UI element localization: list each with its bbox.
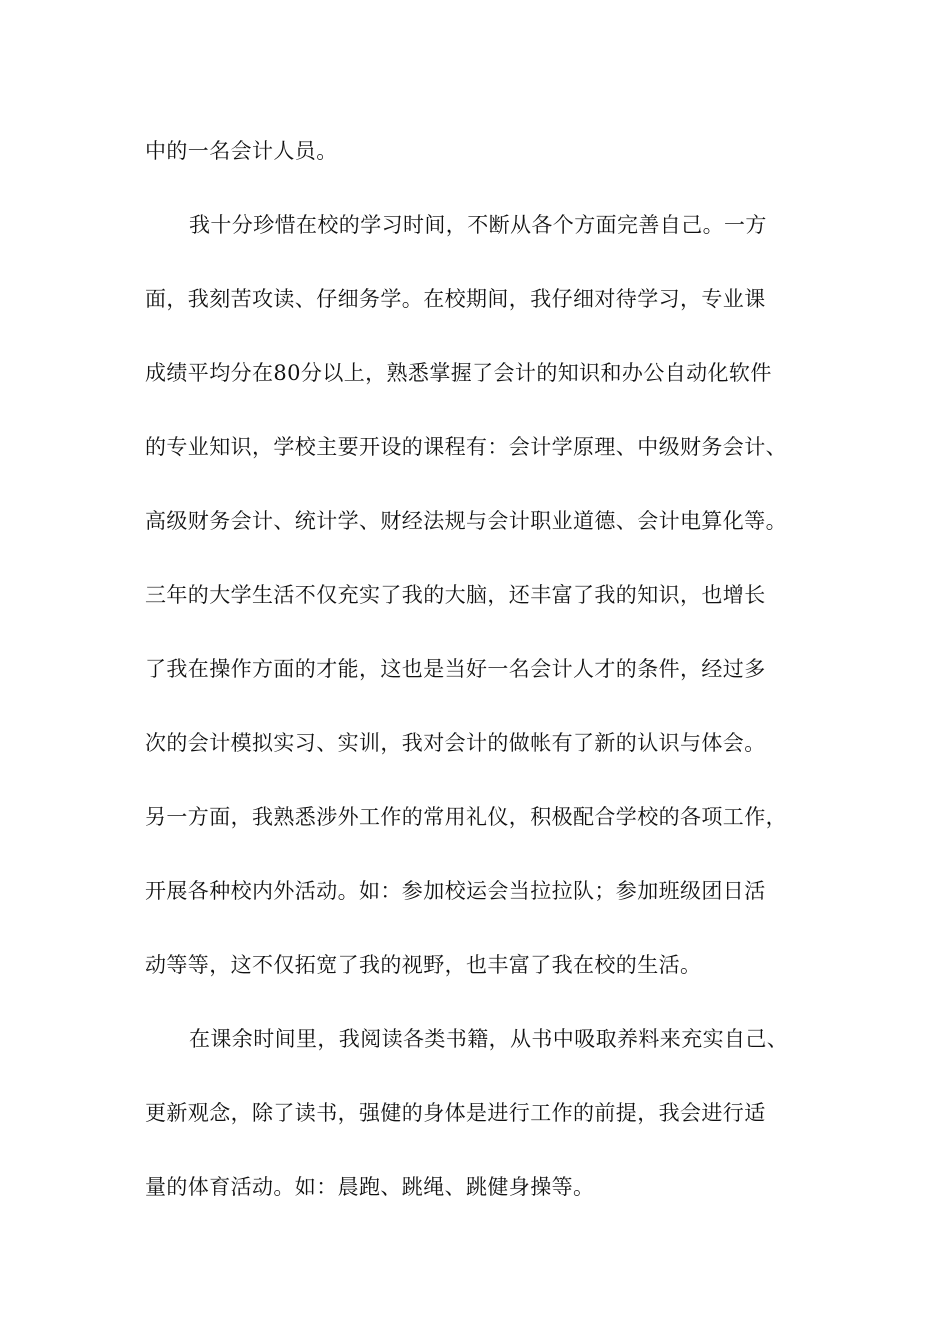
text-line: 量的体育活动。如：晨跑、跳绳、跳健身操等。 xyxy=(145,1175,595,1199)
text-line: 面，我刻苦攻读、仔细务学。在校期间，我仔细对待学习，专业课 xyxy=(145,287,766,311)
text-line: 的专业知识，学校主要开设的课程有：会计学原理、中级财务会计、 xyxy=(145,435,787,459)
body-text xyxy=(145,126,835,1236)
text-line: 次的会计模拟实习、实训，我对会计的做帐有了新的认识与体会。 xyxy=(145,731,766,755)
text-line: 开展各种校内外活动。如：参加校运会当拉拉队；参加班级团日活 xyxy=(145,879,766,903)
text-line: 中的一名会计人员。 xyxy=(145,139,338,163)
text-line: 动等等，这不仅拓宽了我的视野，也丰富了我在校的生活。 xyxy=(145,953,702,977)
text-line: 三年的大学生活不仅充实了我的大脑，还丰富了我的知识，也增长 xyxy=(145,583,766,607)
text-line: 了我在操作方面的才能，这也是当好一名会计人才的条件，经过多 xyxy=(145,657,766,681)
paragraph-start-line: 在课余时间里，我阅读各类书籍，从书中吸取养料来充实自己、 xyxy=(189,1027,789,1051)
text-line: 成绩平均分在80分以上，熟悉掌握了会计的知识和办公自动化软件 xyxy=(145,361,772,385)
text-line: 高级财务会计、统计学、财经法规与会计职业道德、会计电算化等。 xyxy=(145,509,787,533)
text-line: 更新观念，除了读书，强健的身体是进行工作的前提，我会进行适 xyxy=(145,1101,766,1125)
paragraph-start-line: 我十分珍惜在校的学习时间，不断从各个方面完善自己。一方 xyxy=(189,213,767,237)
text-line: 另一方面，我熟悉涉外工作的常用礼仪，积极配合学校的各项工作， xyxy=(145,805,787,829)
